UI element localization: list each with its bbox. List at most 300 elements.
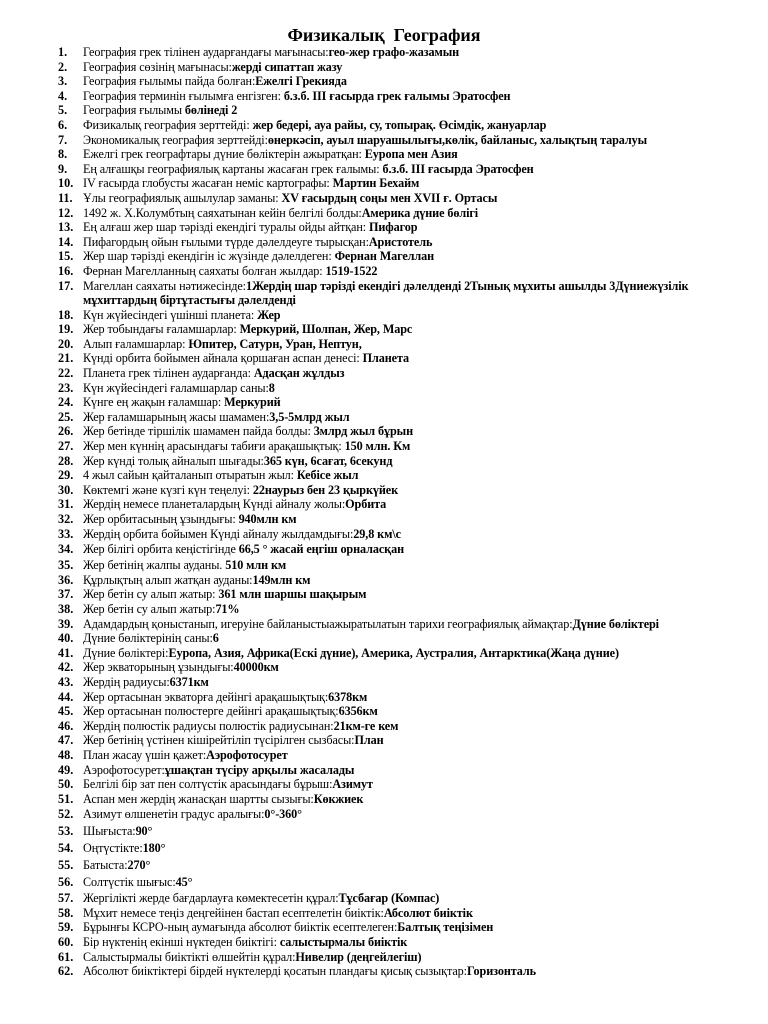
item-answer: Тұсбағар (Компас)	[338, 891, 440, 906]
item-content	[83, 264, 748, 279]
item-content	[83, 675, 748, 690]
list-item	[58, 454, 748, 469]
item-number: 32.	[58, 512, 74, 526]
item-answer: 180°	[142, 841, 166, 856]
item-number: 10.	[58, 176, 74, 191]
list-item	[58, 748, 748, 763]
item-content	[83, 874, 748, 891]
item-question: Жергілікті жерде бағдарлауға көмектесетін құрал:	[83, 891, 339, 906]
item-question: Жер экваторының ұзындығы:	[83, 660, 234, 675]
item-number: 54.	[58, 841, 74, 856]
list-item	[58, 602, 748, 617]
item-question: Жердің полюстік радиусы полюстік радиусынан:	[83, 718, 334, 733]
list-item	[58, 264, 748, 279]
item-content	[83, 497, 748, 512]
item-answer: 1Жердің шар тәрізді екендігі дәлелденді 2Тынық мұхиты ашылды 3Дүниежүзілік мұхиттардың біртұтастығы дәлелденді	[83, 278, 689, 308]
item-answer: Нивелир (деңгейлегіш)	[295, 949, 422, 964]
item-content	[83, 857, 748, 874]
item-answer: 21км-ге кем	[333, 718, 399, 733]
item-question: Дүние бөліктерінің саны:	[83, 631, 213, 646]
item-answer: 3млрд жыл бұрын	[313, 424, 413, 439]
list-item	[58, 147, 748, 162]
list-item	[58, 935, 748, 950]
item-answer: Планета	[362, 351, 409, 366]
item-answer: 6356км	[338, 704, 378, 719]
item-content	[83, 89, 748, 104]
item-question: Күнді орбита бойымен айнала қоршаған аспан денесі:	[83, 351, 363, 366]
list-item	[58, 133, 748, 148]
list-item	[58, 308, 748, 323]
item-content	[83, 719, 748, 734]
item-content	[83, 512, 748, 527]
item-answer: Дүние бөліктері	[572, 616, 659, 631]
item-answer: 6	[212, 631, 219, 646]
item-number: 47.	[58, 733, 74, 748]
item-answer: 45°	[175, 875, 193, 890]
item-answer: 940млн км	[238, 512, 297, 526]
list-item	[58, 675, 748, 690]
item-answer: Адасқан жұлдыз	[253, 366, 345, 381]
item-number: 50.	[58, 777, 74, 792]
item-number: 42.	[58, 660, 74, 675]
item-number: 62.	[58, 964, 74, 979]
item-content	[83, 763, 748, 778]
list-item	[58, 483, 748, 498]
item-content	[83, 602, 748, 617]
item-content	[83, 935, 748, 950]
item-answer: Мартин Бехайм	[332, 176, 420, 191]
list-item	[58, 118, 748, 133]
list-item	[58, 874, 748, 891]
item-number: 35.	[58, 558, 74, 573]
item-answer: Азимут	[332, 777, 373, 792]
item-answer: Көкжиек	[313, 791, 364, 806]
item-answer: 3,5-5млрд жыл	[269, 409, 350, 424]
list-item	[58, 176, 748, 191]
item-question: Ең алғашқы географиялық картаны жасаған грек ғалымы:	[83, 161, 383, 176]
document-title: Физикалық География	[287, 25, 481, 45]
item-content	[83, 587, 748, 602]
item-content	[83, 103, 748, 118]
list-item	[58, 891, 748, 906]
item-content	[83, 410, 748, 425]
list-item	[58, 366, 748, 381]
list-item	[58, 558, 748, 573]
item-question: Көктемгі және күзгі күн теңелуі:	[83, 482, 253, 497]
list-item	[58, 763, 748, 778]
item-number: 56.	[58, 875, 74, 890]
item-number: 53.	[58, 824, 74, 839]
item-answer: 149млн км	[252, 572, 311, 587]
item-content	[83, 176, 748, 191]
item-answer: 71%	[215, 601, 240, 616]
item-number: 17.	[58, 278, 74, 293]
item-question: География грек тілінен аударғандағы мағынасы:	[83, 45, 329, 59]
item-answer: 90°	[135, 824, 153, 839]
item-content	[83, 950, 748, 965]
item-answer: Балтық теңізімен	[397, 920, 494, 935]
item-content	[83, 468, 748, 483]
item-question: Жер тобындағы ғаламшарлар:	[83, 322, 240, 337]
item-content	[83, 823, 748, 840]
item-answer: бөлінеді 2	[184, 103, 238, 118]
item-number: 61.	[58, 949, 74, 964]
item-question: Жер бетін су алып жатыр:	[83, 601, 216, 616]
item-question: ІV ғасырда глобусты жасаған неміс картографы:	[83, 176, 333, 191]
item-number: 12.	[58, 205, 74, 220]
item-number: 23.	[58, 380, 74, 395]
item-content	[83, 558, 748, 573]
item-question: Жердің радиусы:	[83, 674, 170, 689]
item-question: Жер шар тәрізді екендігін іс жүзінде дәлелдеген:	[83, 249, 335, 264]
item-number: 57.	[58, 891, 74, 906]
item-question: Ежелгі грек географтары дүние бөліктерін ажыратқан:	[83, 147, 365, 162]
list-item	[58, 497, 748, 512]
item-answer: ХV ғасырдың соңы мен ХVІІ ғ. Ортасы	[281, 190, 498, 205]
item-number: 18.	[58, 307, 74, 322]
item-number: 3.	[58, 74, 68, 89]
question-list	[58, 45, 748, 979]
item-content	[83, 792, 748, 807]
item-answer: гео-жер графо-жазамын	[328, 45, 460, 59]
item-question: Пифагордың ойын ғылыми түрде дәлелдеуге тырысқан:	[83, 234, 369, 249]
list-item	[58, 439, 748, 454]
item-content	[83, 617, 748, 632]
item-answer: 40000км	[233, 660, 279, 675]
item-number: 30.	[58, 482, 74, 497]
list-item	[58, 617, 748, 632]
list-item	[58, 74, 748, 89]
item-answer: Юпитер, Сатурн, Уран, Нептун,	[188, 336, 362, 351]
item-answer: 510 млн км	[225, 558, 287, 573]
list-item	[58, 468, 748, 483]
item-content	[83, 249, 748, 264]
item-question: Жер орбитасының ұзындығы:	[83, 512, 239, 526]
item-answer: Орбита	[345, 497, 387, 512]
item-answer: 6378км	[328, 689, 368, 704]
item-number: 28.	[58, 453, 74, 468]
list-item	[58, 777, 748, 792]
item-number: 33.	[58, 526, 74, 541]
item-content	[83, 964, 748, 979]
list-item	[58, 381, 748, 396]
item-answer: 66,5 ° жасай еңгіш орналасқан	[238, 542, 405, 557]
item-number: 13.	[58, 220, 74, 235]
item-number: 20.	[58, 336, 74, 351]
item-answer: 22наурыз бен 23 қыркүйек	[252, 482, 399, 497]
item-content	[83, 806, 748, 823]
item-answer: Америка дүние бөлігі	[361, 205, 479, 220]
item-number: 39.	[58, 616, 74, 631]
list-item	[58, 206, 748, 221]
item-answer: Меркурий	[224, 395, 281, 410]
item-number: 11.	[58, 190, 73, 205]
item-question: Құрлықтың алып жатқан ауданы:	[83, 572, 253, 587]
item-content	[83, 279, 748, 308]
item-question: Фернан Магелланның саяхаты болған жылдар:	[83, 263, 326, 278]
item-content	[83, 646, 748, 661]
item-answer: 270°	[127, 858, 151, 873]
item-content	[83, 906, 748, 921]
item-number: 16.	[58, 263, 74, 278]
item-question: Бұрынғы КСРО-ның аумағында абсолют биіктік есептелеген:	[83, 920, 398, 935]
list-item	[58, 906, 748, 921]
item-answer: 0°-360°	[264, 807, 302, 822]
list-item	[58, 322, 748, 337]
item-answer: Еуропа мен Азия	[364, 147, 458, 162]
item-answer: 1519-1522	[325, 263, 378, 278]
item-answer: Ежелгі Грекияда	[255, 74, 347, 89]
item-question: Физикалық география зерттейді:	[83, 117, 253, 132]
item-question: География ғылымы пайда болған:	[83, 74, 256, 89]
item-content	[83, 840, 748, 857]
item-question: Жер ортасынан полюстерге дейінгі арақашықтық:	[83, 704, 339, 719]
item-answer: өнеркәсіп, ауыл шаруашылығы,көлік, байланыс, халықтың таралуы	[267, 132, 648, 147]
item-content	[83, 891, 748, 906]
item-number: 27.	[58, 439, 74, 454]
item-question: 1492 ж. Х.Колумбтың саяхатынан кейін белгілі болды:	[83, 205, 362, 220]
item-answer: б.з.б. ІІІ ғасырда Эратосфен	[382, 161, 534, 176]
item-content	[83, 74, 748, 89]
item-number: 58.	[58, 905, 74, 920]
list-item	[58, 249, 748, 264]
item-number: 26.	[58, 424, 74, 439]
item-number: 6.	[58, 117, 68, 132]
item-question: Ұлы географиялық ашылулар заманы:	[83, 190, 282, 205]
item-number: 5.	[58, 103, 68, 118]
item-content	[83, 631, 748, 646]
item-number: 40.	[58, 631, 74, 646]
list-item	[58, 337, 748, 352]
list-item	[58, 45, 748, 60]
item-question: Белгілі бір зат пен солтүстік арасындағы бұрыш:	[83, 777, 333, 792]
item-question: Мұхит немесе теңіз деңгейінен бастап есептелетін биіктік:	[83, 905, 384, 920]
item-answer: 29,8 км\с	[353, 526, 401, 541]
list-item	[58, 410, 748, 425]
item-content	[83, 366, 748, 381]
item-question: География ғылымы	[83, 103, 185, 118]
item-number: 38.	[58, 601, 74, 616]
item-number: 24.	[58, 395, 74, 410]
list-item	[58, 806, 748, 823]
item-number: 31.	[58, 497, 74, 512]
item-content	[83, 454, 748, 469]
item-number: 29.	[58, 468, 74, 483]
item-question: Оңтүстікте:	[83, 841, 143, 856]
list-item	[58, 823, 748, 840]
item-question: Бір нүктенің екінші нүктеден биіктігі:	[83, 935, 280, 950]
item-number: 48.	[58, 747, 74, 762]
item-answer: Пифагор	[369, 220, 418, 235]
item-question: Күнге ең жақын ғаламшар:	[83, 395, 225, 410]
item-number: 37.	[58, 587, 74, 602]
item-content	[83, 220, 748, 235]
item-answer: жерді сипаттап жазу	[231, 59, 343, 74]
item-question: Дүние бөліктері:	[83, 645, 169, 660]
item-number: 51.	[58, 791, 74, 806]
item-question: Солтүстік шығыс:	[83, 875, 176, 890]
item-content	[83, 527, 748, 542]
item-answer: 361 млн шаршы шақырым	[218, 587, 367, 602]
list-item	[58, 395, 748, 410]
item-answer: салыстырмалы биіктік	[279, 935, 408, 950]
item-question: География сөзінің мағынасы:	[83, 59, 232, 74]
item-number: 46.	[58, 718, 74, 733]
item-answer: Жер	[257, 307, 281, 322]
item-number: 9.	[58, 161, 68, 176]
item-question: Жер ортасынан экваторға дейінгі арақашықтық:	[83, 689, 329, 704]
item-question: Күн жүйесіндегі үшінші планета:	[83, 307, 258, 322]
list-item	[58, 527, 748, 542]
item-content	[83, 351, 748, 366]
item-answer: 8	[268, 380, 275, 395]
item-number: 45.	[58, 704, 74, 719]
item-content	[83, 162, 748, 177]
item-answer: Меркурий, Шолпан, Жер, Марс	[239, 322, 413, 337]
item-question: Күн жүйесіндегі ғаламшарлар саны:	[83, 380, 269, 395]
item-number: 49.	[58, 762, 74, 777]
item-content	[83, 118, 748, 133]
item-content	[83, 45, 748, 60]
item-question: Жер күнді толық айналып шығады:	[83, 453, 264, 468]
item-number: 44.	[58, 689, 74, 704]
item-content	[83, 133, 748, 148]
item-content	[83, 777, 748, 792]
list-item	[58, 351, 748, 366]
item-question: 4 жыл сайын қайталанып отыратын жыл:	[83, 468, 297, 483]
item-content	[83, 337, 748, 352]
item-number: 21.	[58, 351, 74, 366]
item-content	[83, 381, 748, 396]
list-item	[58, 646, 748, 661]
item-question: Шығыста:	[83, 824, 136, 839]
item-content	[83, 395, 748, 410]
list-item	[58, 733, 748, 748]
list-item	[58, 690, 748, 705]
item-question: Аспан мен жердің жанасқан шартты сызығы:	[83, 791, 314, 806]
item-answer: Аэрофотосурет	[206, 747, 288, 762]
item-question: Аэрофотосурет:	[83, 762, 165, 777]
item-number: 22.	[58, 366, 74, 381]
item-answer: Фернан Магеллан	[334, 249, 435, 264]
list-item	[58, 660, 748, 675]
item-answer: План	[354, 733, 384, 748]
item-content	[83, 573, 748, 588]
item-answer: Абсолют биіктік	[383, 905, 473, 920]
item-number: 19.	[58, 322, 74, 337]
item-content	[83, 439, 748, 454]
item-number: 41.	[58, 645, 74, 660]
list-item	[58, 541, 748, 558]
list-item	[58, 704, 748, 719]
list-item	[58, 512, 748, 527]
list-item	[58, 587, 748, 602]
item-number: 60.	[58, 935, 74, 950]
item-content	[83, 308, 748, 323]
item-content	[83, 690, 748, 705]
list-item	[58, 191, 748, 206]
list-item	[58, 279, 748, 308]
item-content	[83, 147, 748, 162]
item-question: Жердің орбита бойымен Күнді айналу жылдамдығы:	[83, 526, 354, 541]
list-item	[58, 840, 748, 857]
list-item	[58, 103, 748, 118]
item-number: 14.	[58, 234, 74, 249]
item-content	[83, 322, 748, 337]
item-question: Жер бетінде тіршілік шамамен пайда болды:	[83, 424, 314, 439]
item-question: Абсолют биіктіктері бірдей нүктелерді қосатын пландағы қисық сызықтар:	[83, 964, 467, 979]
item-question: Жер мен күннің арасындағы табиғи арақашықтық:	[83, 439, 345, 454]
item-number: 43.	[58, 674, 74, 689]
list-item	[58, 631, 748, 646]
item-question: Экономикалық география зерттейді:	[83, 132, 268, 147]
list-item	[58, 857, 748, 874]
item-number: 4.	[58, 88, 68, 103]
item-answer: жер бедері, ауа райы, су, топырақ. Өсімдік, жануарлар	[252, 117, 547, 132]
item-question: Жер бетінің жалпы ауданы.	[83, 558, 226, 573]
item-content	[83, 920, 748, 935]
item-answer: Кебісе жыл	[296, 468, 359, 483]
list-item	[58, 235, 748, 250]
item-question: Адамдардың қоныстанып, игеруіне байланыстыажыратылатын тарихи географиялық аймақтар:	[83, 616, 573, 631]
item-number: 59.	[58, 920, 74, 935]
list-item	[58, 719, 748, 734]
list-item	[58, 220, 748, 235]
item-number: 34.	[58, 542, 74, 557]
item-answer: Аристотель	[368, 234, 433, 249]
item-content	[83, 483, 748, 498]
item-question: Магеллан саяхаты нәтижесінде:	[83, 278, 246, 293]
item-answer: 365 күн, 6сағат, 6секунд	[263, 453, 393, 468]
list-item	[58, 89, 748, 104]
item-question: Жер бетін су алып жатыр:	[83, 587, 219, 602]
item-question: Азимут өлшенетін градус аралығы:	[83, 807, 265, 822]
list-item	[58, 950, 748, 965]
item-question: Планета грек тілінен аударғанда:	[83, 366, 254, 381]
list-item	[58, 964, 748, 979]
item-question: План жасау үшін қажет:	[83, 747, 207, 762]
item-content	[83, 733, 748, 748]
list-item	[58, 60, 748, 75]
item-question: Жер ғаламшарының жасы шамамен:	[83, 409, 270, 424]
item-answer: 150 млн. Км	[344, 439, 411, 454]
item-content	[83, 191, 748, 206]
item-number: 25.	[58, 409, 74, 424]
item-number: 36.	[58, 572, 74, 587]
item-content	[83, 206, 748, 221]
list-item	[58, 573, 748, 588]
item-content	[83, 660, 748, 675]
item-question: Жер бетінің үстінен кішірейтіліп түсірілген сызбасы:	[83, 733, 355, 748]
item-question: География терминін ғылымға енгізген:	[83, 88, 284, 103]
item-answer: Горизонталь	[466, 964, 536, 979]
item-content	[83, 541, 748, 558]
item-number: 1.	[58, 45, 68, 59]
item-question: Алып ғаламшарлар:	[83, 336, 189, 351]
item-content	[83, 748, 748, 763]
item-number: 15.	[58, 249, 74, 264]
item-question: Ең алғаш жер шар тәрізді екендігі туралы ойды айтқан:	[83, 220, 369, 235]
item-answer: ұшақтан түсіру арқылы жасалады	[164, 762, 355, 777]
item-answer: Еуропа, Азия, Африка(Ескі дүние), Америка, Аустралия, Антарктика(Жаңа дүние)	[168, 645, 619, 660]
item-answer: 6371км	[169, 674, 209, 689]
list-item	[58, 162, 748, 177]
list-item	[58, 920, 748, 935]
item-number: 52.	[58, 807, 74, 822]
item-question: Жер білігі орбита кеңістігінде	[83, 542, 239, 557]
list-item	[58, 424, 748, 439]
item-question: Батыста:	[83, 858, 128, 873]
